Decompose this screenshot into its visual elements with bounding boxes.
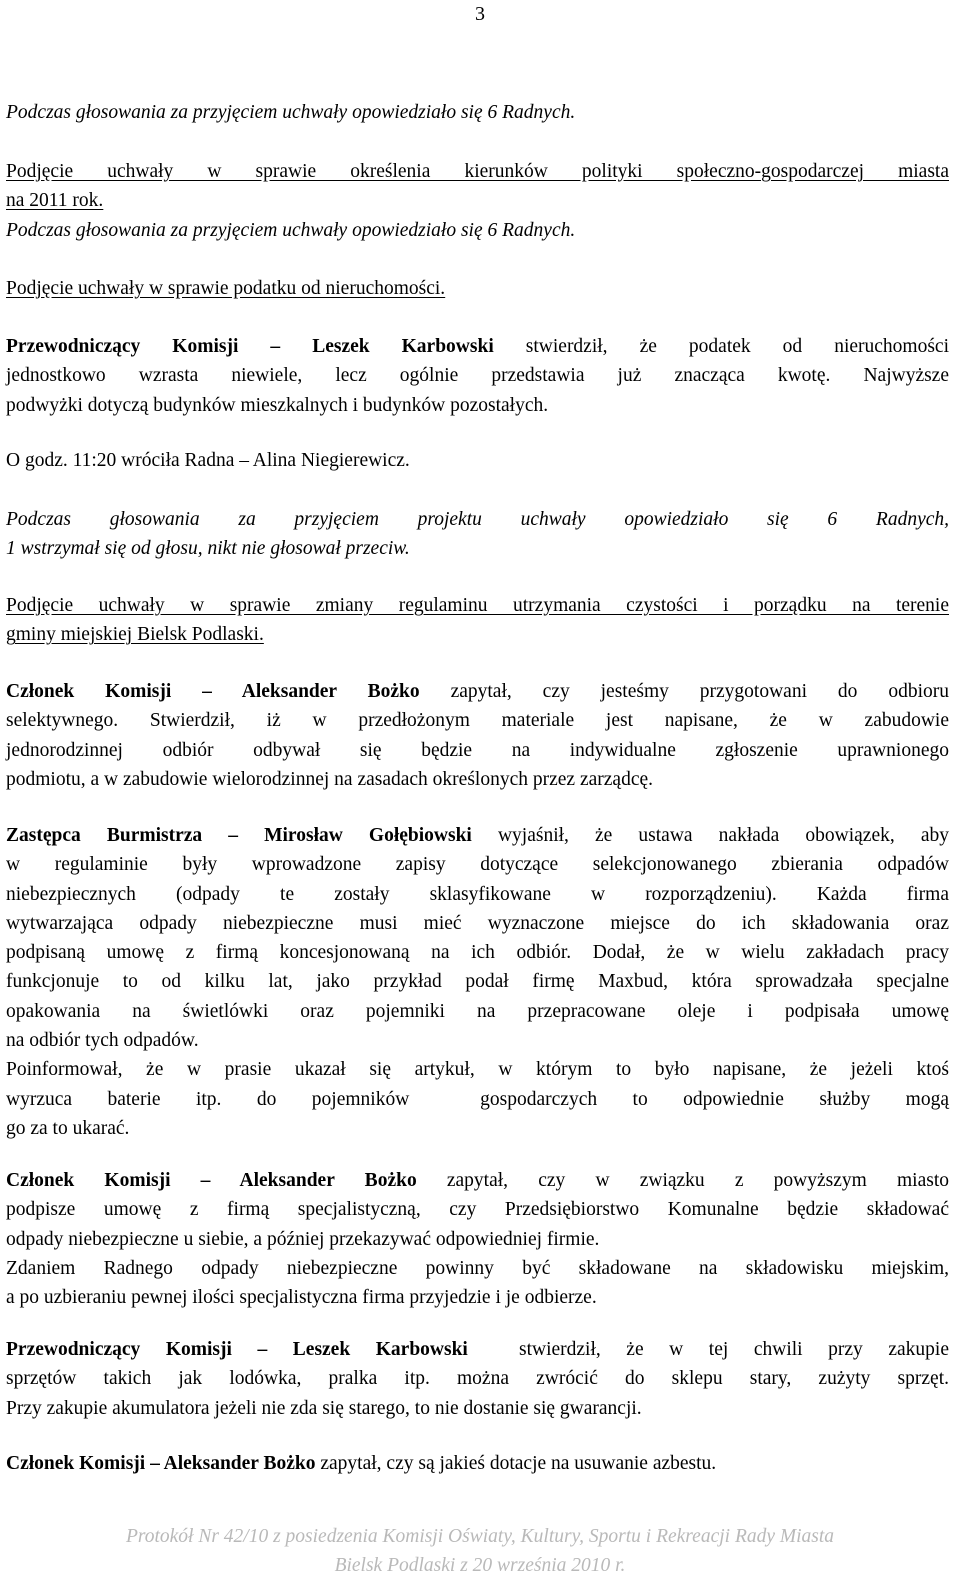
footer-line: Bielsk Podlaski z 20 września 2010 r. bbox=[334, 1555, 626, 1576]
statement-text: zapytał, czy jesteśmy przygotowani do odbioru bbox=[419, 681, 949, 702]
statement-text: funkcjonuje to od kilku lat, jako przykład podał firmę Maxbud, która sprowadzała specjalne bbox=[6, 971, 949, 993]
resolution-heading-text: Podjęcie uchwały w sprawie zmiany regulaminu utrzymania czystości i porządku na terenie bbox=[6, 595, 949, 616]
speaker-name: Przewodniczący Komisji – Leszek Karbowski bbox=[6, 1339, 468, 1360]
statement-text: w regulaminie były wprowadzone zapisy dotyczące selekcjonowanego zbierania odpadów bbox=[6, 854, 949, 876]
page-number: 3 bbox=[475, 3, 485, 25]
page-footer bbox=[0, 1522, 960, 1580]
vote-result-paragraph bbox=[6, 505, 949, 564]
statement-paragraph bbox=[6, 1166, 949, 1312]
statement-text: wyjaśnił, że ustawa nakłada obowiązek, aby bbox=[471, 825, 949, 846]
statement-paragraph bbox=[6, 332, 949, 420]
vote-text: 1 wstrzymał się od głosu, nikt nie głosował przeciw. bbox=[6, 538, 410, 560]
statement-text: podmiotu, a w zabudowie wielorodzinnej na zasadach określonych przez zarządcę. bbox=[6, 768, 654, 790]
speaker-name: Członek Komisji – Aleksander Bożko bbox=[6, 1170, 417, 1191]
speaker-name: Zastępca Burmistrza – Mirosław Gołębiowski bbox=[6, 825, 472, 846]
statement-text: podpisaną umowę z firmą koncesjonowaną na ich odbiór. Dodał, że w wielu zakładach pracy bbox=[6, 942, 949, 964]
resolution-heading: Podjęcie uchwały w sprawie określenia kierunków polityki społeczno-gospodarczej miasta bbox=[6, 161, 949, 182]
vote-result-paragraph: Podczas głosowania za przyjęciem uchwały opowiedziało się 6 Radnych. bbox=[6, 219, 576, 241]
resolution-heading bbox=[6, 591, 949, 650]
statement-text: stwierdził, że podatek od nieruchomości bbox=[493, 336, 950, 357]
statement-text: wyrzuca baterie itp. do pojemników gospodarczych to odpowiednie służby mogą bbox=[6, 1088, 949, 1110]
statement-paragraph bbox=[6, 1335, 949, 1423]
resolution-heading-text: gminy miejskiej Bielsk Podlaski. bbox=[6, 624, 264, 646]
statement-text: opakowania na świetlówki oraz pojemniki na przepracowane oleje i podpisała umowę bbox=[6, 1000, 949, 1022]
statement-text: a po uzbieraniu pewnej ilości specjalistyczna firma przyjedzie i je odbierze. bbox=[6, 1287, 597, 1309]
statement-paragraph bbox=[6, 1449, 949, 1478]
resolution-policy-section bbox=[6, 157, 949, 245]
speaker-name: Członek Komisji – Aleksander Bożko bbox=[6, 1453, 316, 1474]
statement-text: zapytał, czy w związku z powyższym miasto bbox=[416, 1170, 949, 1191]
statement-text: stwierdził, że w tej chwili przy zakupie bbox=[467, 1339, 949, 1360]
resolution-heading: Podjęcie uchwały w sprawie podatku od nieruchomości. bbox=[6, 278, 446, 299]
speaker-name: Przewodniczący Komisji – Leszek Karbowski bbox=[6, 336, 494, 357]
statement-text: Przy zakupie akumulatora jeżeli nie zda się starego, to nie dostanie się gwarancji. bbox=[6, 1397, 642, 1419]
vote-result-paragraph: Podczas głosowania za przyjęciem uchwały opowiedziało się 6 Radnych. bbox=[6, 102, 576, 123]
footer-line: Protokół Nr 42/10 z posiedzenia Komisji Oświaty, Kultury, Sportu i Rekreacji Rady Miasta bbox=[125, 1526, 835, 1547]
resolution-heading-cont: na 2011 rok. bbox=[6, 190, 104, 212]
speaker-name: Członek Komisji – Aleksander Bożko bbox=[6, 681, 420, 702]
statement-text: jednostkowo wzrasta niewiele, lecz ogólnie przedstawia już znacząca kwotę. Najwyższe bbox=[6, 365, 949, 387]
attendance-note: O godz. 11:20 wróciła Radna – Alina Niegierewicz. bbox=[6, 450, 410, 471]
statement-text: wytwarzająca odpady niebezpieczne musi mieć wyznaczone miejsce do ich składowania oraz bbox=[6, 912, 949, 934]
statement-text: selektywnego. Stwierdził, iż w przedłożonym materiale jest napisane, że w zabudowie bbox=[6, 710, 949, 732]
statement-text: podpisze umowę z firmą specjalistyczną, czy Przedsiębiorstwo Komunalne będzie składować bbox=[6, 1199, 949, 1221]
statement-text: sprzętów takich jak lodówka, pralka itp. można zwrócić do sklepu stary, zużyty sprzęt. bbox=[6, 1368, 949, 1390]
statement-text: Zdaniem Radnego odpady niebezpieczne powinny być składowane na składowisku miejskim, bbox=[6, 1257, 949, 1279]
statement-text: zapytał, czy są jakieś dotacje na usuwanie azbestu. bbox=[315, 1453, 717, 1474]
statement-text: jednorodzinnej odbiór odbywał się będzie na indywidualne zgłoszenie uprawnionego bbox=[6, 739, 949, 761]
statement-text: odpady niebezpieczne u siebie, a później przekazywać odpowiedniej firmie. bbox=[6, 1228, 600, 1250]
statement-text: na odbiór tych odpadów. bbox=[6, 1030, 199, 1052]
statement-text: niebezpiecznych (odpady te zostały sklasyfikowane w rozporządzeniu). Każda firma bbox=[6, 883, 949, 905]
statement-text: podwyżki dotyczą budynków mieszkalnych i budynków pozostałych. bbox=[6, 394, 549, 416]
statement-text: go za to ukarać. bbox=[6, 1117, 130, 1139]
statement-paragraph bbox=[6, 821, 949, 1143]
statement-text: Poinformował, że w prasie ukazał się artykuł, w którym to było napisane, że jeżeli ktoś bbox=[6, 1059, 949, 1081]
statement-paragraph bbox=[6, 677, 949, 794]
vote-text: Podczas głosowania za przyjęciem projektu uchwały opowiedziało się 6 Radnych, bbox=[6, 509, 949, 530]
